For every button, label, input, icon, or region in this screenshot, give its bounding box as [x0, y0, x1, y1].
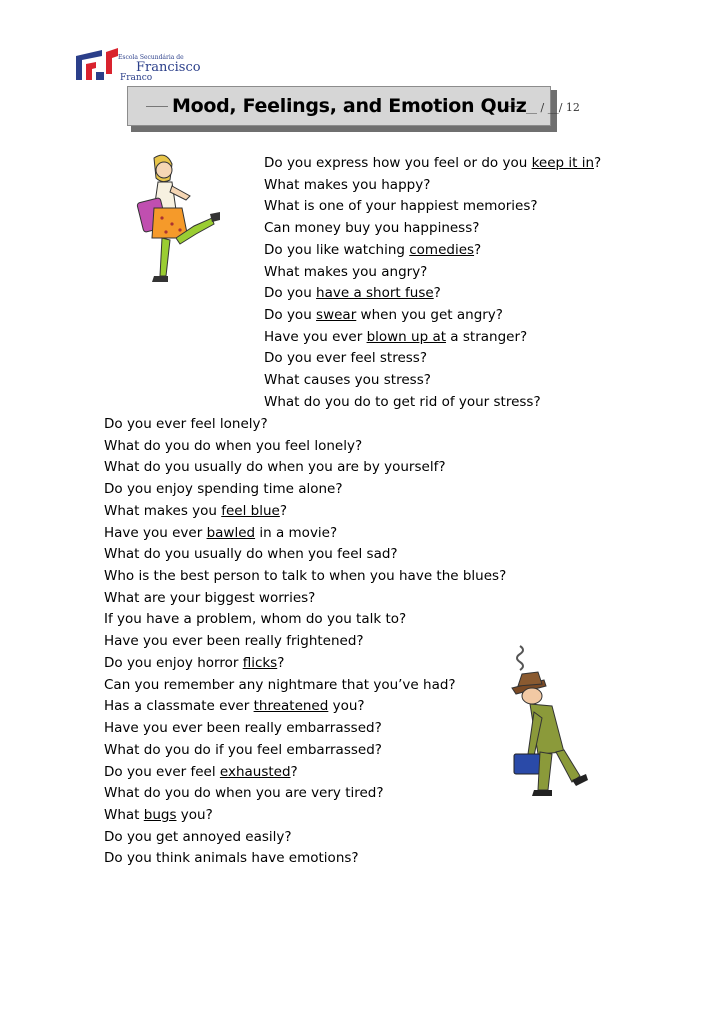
- question-line: What do you usually do when you are by yourself?: [104, 459, 446, 476]
- vocabulary-term: exhausted: [219, 763, 291, 780]
- vocabulary-term: bugs: [143, 806, 177, 823]
- question-line: Can you remember any nightmare that you’ve had?: [104, 676, 456, 693]
- logo-line2: Francisco: [136, 60, 201, 75]
- question-line: Do you think animals have emotions?: [104, 850, 359, 867]
- question-line: Do you ever feel stress?: [264, 350, 428, 367]
- vocabulary-term: swear: [316, 307, 357, 324]
- question-line: Do you ever feel lonely?: [104, 416, 268, 432]
- question-line: What makes you angry?: [264, 263, 428, 280]
- question-line: Have you ever bawled in a movie?: [104, 524, 338, 541]
- question-line: What do you do when you are very tired?: [104, 785, 384, 802]
- question-line: Do you swear when you get angry?: [264, 307, 503, 324]
- question-line: Who is the best person to talk to when you have the blues?: [104, 568, 507, 585]
- question-line: If you have a problem, whom do you talk to?: [104, 611, 407, 628]
- vocabulary-term: bawled: [206, 524, 256, 541]
- question-line: What do you do when you feel lonely?: [104, 437, 363, 454]
- question-line: Have you ever blown up at a stranger?: [264, 328, 528, 345]
- tired-man-illustration: [508, 642, 592, 802]
- question-line: What makes you feel blue?: [104, 502, 288, 519]
- question-line: Do you enjoy spending time alone?: [104, 481, 343, 498]
- vocabulary-term: flicks: [242, 654, 278, 671]
- page-title: Mood, Feelings, and Emotion Quiz: [172, 95, 527, 117]
- vocabulary-term: keep it in: [531, 155, 595, 171]
- logo-line1: Escola Secundária de: [118, 54, 184, 61]
- vocabulary-term: have a short fuse: [316, 285, 434, 302]
- question-line: What do you usually do when you feel sad?: [104, 546, 398, 563]
- question-line: Do you enjoy horror flicks?: [104, 654, 285, 671]
- vocabulary-term: comedies: [409, 241, 475, 258]
- question-line: Has a classmate ever threatened you?: [104, 698, 365, 715]
- question-line: What do you do if you feel embarrassed?: [104, 741, 382, 758]
- question-line: What causes you stress?: [264, 372, 431, 389]
- question-line: Have you ever been really embarrassed?: [104, 720, 382, 737]
- title-rule-left: [146, 106, 168, 107]
- question-line: Do you have a short fuse?: [264, 285, 441, 302]
- question-line: What do you do to get rid of your stress?: [264, 393, 541, 410]
- question-line: What makes you happy?: [264, 176, 431, 193]
- question-line: Do you express how you feel or do you keep it in?: [264, 155, 602, 171]
- logo-text: [118, 55, 201, 83]
- vocabulary-term: blown up at: [366, 328, 447, 345]
- question-line: Do you like watching comedies?: [264, 241, 482, 258]
- question-line: Can money buy you happiness?: [264, 220, 480, 237]
- happy-girl-illustration: [132, 152, 224, 292]
- question-line: What bugs you?: [104, 806, 213, 823]
- question-line: What is one of your happiest memories?: [264, 198, 538, 215]
- question-line: Do you ever feel exhausted?: [104, 763, 298, 780]
- question-line: Do you get annoyed easily?: [104, 828, 292, 845]
- question-line: What are your biggest worries?: [104, 589, 316, 606]
- vocabulary-term: feel blue: [221, 502, 280, 519]
- vocabulary-term: threatened: [253, 698, 329, 715]
- question-line: Have you ever been really frightened?: [104, 633, 364, 650]
- logo-line3: Franco: [120, 73, 153, 83]
- score-field: __ / __/ 12: [526, 101, 580, 114]
